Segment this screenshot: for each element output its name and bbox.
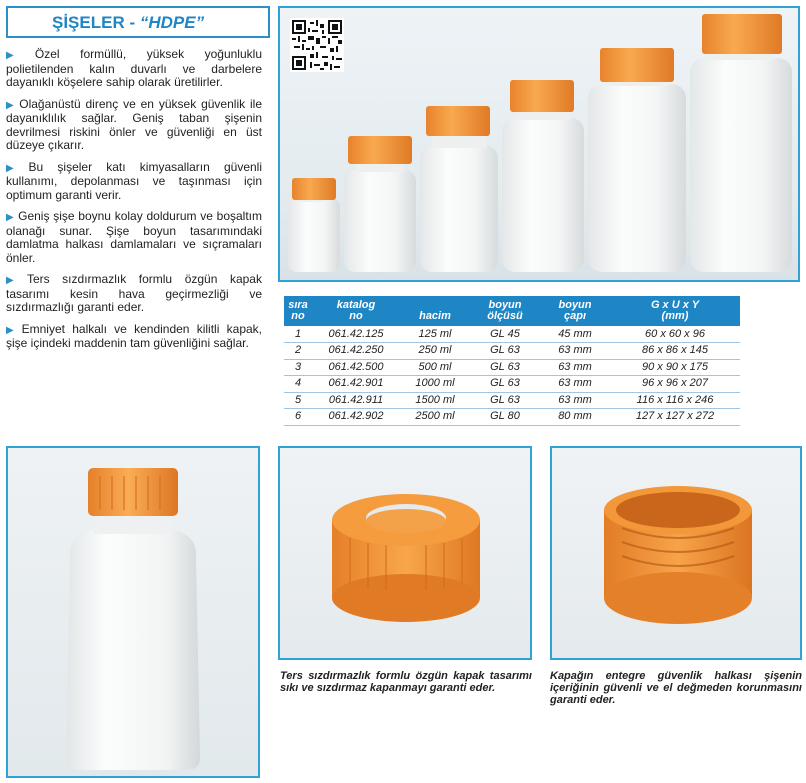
- table-row: 1 061.42.125 125 ml GL 45 45 mm 60 x 60 x 96: [284, 326, 740, 343]
- feature-item: ▶ Emniyet halkalı ve kendinden kilitli kapak, şişe içindeki maddenin tam güvenliğini sağlar.: [6, 321, 263, 350]
- bottle-250ml: [344, 136, 416, 272]
- table-row: 6 061.42.902 2500 ml GL 80 80 mm 127 x 127 x 272: [284, 409, 740, 426]
- arrow-icon: ▶: [6, 99, 16, 111]
- col-header-hacim: hacim: [400, 296, 470, 326]
- bottle-lineup-panel: [278, 6, 800, 282]
- bottle-125ml: [288, 178, 340, 272]
- col-header-sira: sıra no: [284, 296, 312, 326]
- table-row: 3 061.42.500 500 ml GL 63 63 mm 90 x 90 x 175: [284, 359, 740, 376]
- col-header-katalog: katalog no: [312, 296, 400, 326]
- title-main: ŞİŞELER -: [52, 13, 140, 32]
- feature-item: ▶ Bu şişeler katı kimyasalların güvenli kullanımı, depolanması ve taşınması için optimum garanti verir.: [6, 159, 262, 202]
- table-row: 2 061.42.250 250 ml GL 63 63 mm 86 x 86 x 145: [284, 343, 740, 360]
- arrow-icon: ▶: [6, 275, 23, 286]
- arrow-icon: ▶: [6, 162, 25, 174]
- table-row: 4 061.42.901 1000 ml GL 63 63 mm 96 x 96 x 207: [284, 376, 740, 393]
- col-header-gxuxy: G x U x Y (mm): [610, 296, 740, 326]
- cap-inside-image: [552, 448, 800, 658]
- caption-cap-seal: Ters sızdırmazlık formlu özgün kapak tasarımı sıkı ve sızdırmaz kapanmayı garanti eder.: [280, 670, 532, 694]
- title-box: [6, 6, 270, 38]
- feature-item: ▶ Olağanüstü direnç ve en yüksek güvenlik ile dayanıklılık sağlar. Geniş taban şişenin devrilmesi riskini önler ve güvenliği en üst düzeye çıkarır.: [6, 96, 262, 152]
- specs-table: [284, 296, 740, 426]
- caption-cap-ring: Kapağın entegre güvenlik halkası şişenin içeriğinin güvenli ve el değmeden korunmasını garanti eder.: [550, 670, 802, 706]
- feature-item: ▶ Ters sızdırmazlık formlu özgün kapak tasarımı kesin hava geçirmezliği ve sızdırmazlığı garanti eder.: [6, 272, 262, 314]
- bottle-1500ml: [588, 48, 686, 272]
- col-header-boyun-olcusu: boyun ölçüsü: [470, 296, 540, 326]
- cap-inside-panel: [550, 446, 802, 660]
- col-header-boyun-capi: boyun çapı: [540, 296, 610, 326]
- feature-list: [6, 48, 262, 359]
- cap-top-panel: [278, 446, 532, 660]
- bottle-2500ml: [690, 14, 792, 272]
- page-title: [52, 13, 204, 33]
- cap-top-image: [280, 448, 530, 658]
- feature-item: ▶ Özel formüllü, yüksek yoğunluklu polietilenden kalın duvarlı ve darbelere dayanıklı köşelere sahip olarak üretilirler.: [6, 47, 262, 89]
- arrow-icon: ▶: [6, 50, 31, 61]
- table-row: 5 061.42.911 1500 ml GL 63 63 mm 116 x 116 x 246: [284, 392, 740, 409]
- bottle-1000ml: [502, 80, 584, 272]
- bottle-lineup-image: [280, 8, 798, 280]
- large-bottle-image: [8, 448, 258, 776]
- large-bottle-panel: [6, 446, 260, 778]
- arrow-icon: ▶: [6, 324, 18, 336]
- table-header-row: [284, 296, 740, 326]
- feature-item: ▶ Geniş şişe boynu kolay doldurum ve boşaltım olanağı sunar. Şişe boyun tasarımındaki damlatma halkası damlamaları ve sıçramaları önler.: [6, 209, 262, 265]
- arrow-icon: ▶: [6, 212, 15, 223]
- title-sub: “HDPE”: [139, 13, 205, 32]
- bottle-500ml: [420, 106, 498, 272]
